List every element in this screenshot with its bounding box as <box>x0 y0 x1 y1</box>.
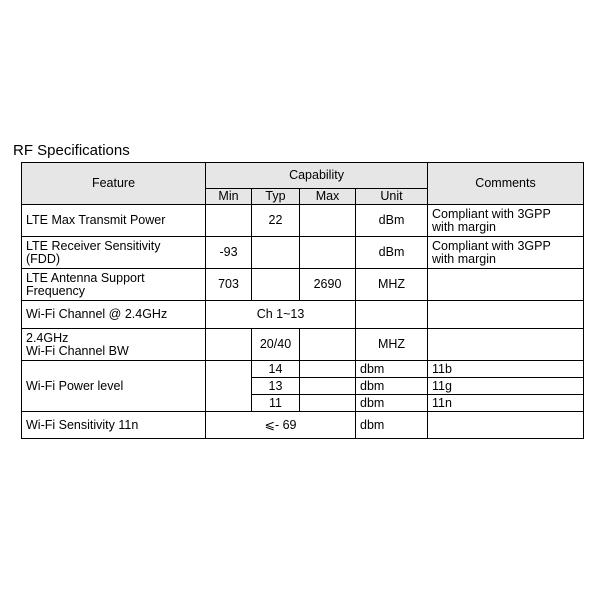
feature-cell <box>22 237 206 269</box>
typ-cell <box>252 269 300 301</box>
comment-cell: 11n <box>428 395 584 412</box>
typ-cell: 14 <box>252 361 300 378</box>
comment-cell <box>428 329 584 361</box>
unit-cell: dbm <box>356 412 428 439</box>
max-cell: 2690 <box>300 269 356 301</box>
comment-cell <box>428 412 584 439</box>
max-cell <box>300 395 356 412</box>
header-min: Min <box>206 189 252 205</box>
table-row <box>22 301 584 329</box>
unit-cell: dBm <box>356 205 428 237</box>
unit-cell: dbm <box>356 378 428 395</box>
min-cell <box>206 205 252 237</box>
capability-cell: Ch 1~13 <box>206 301 356 329</box>
typ-cell <box>252 237 300 269</box>
comment-cell: 11b <box>428 361 584 378</box>
unit-cell: MHZ <box>356 329 428 361</box>
table-row <box>22 237 584 269</box>
typ-cell: 13 <box>252 378 300 395</box>
header-unit: Unit <box>356 189 428 205</box>
unit-cell <box>356 301 428 329</box>
comment-line: Compliant with 3GPP <box>432 238 551 253</box>
max-cell <box>300 329 356 361</box>
unit-cell: dbm <box>356 361 428 378</box>
min-cell: 703 <box>206 269 252 301</box>
feature-line: LTE Receiver Sensitivity <box>26 238 161 253</box>
header-comments: Comments <box>428 163 584 205</box>
min-cell <box>206 329 252 361</box>
comment-cell <box>428 301 584 329</box>
header-max: Max <box>300 189 356 205</box>
feature-cell <box>22 269 206 301</box>
unit-cell: dbm <box>356 395 428 412</box>
header-capability: Capability <box>206 163 428 189</box>
comment-line: with margin <box>432 219 496 234</box>
table-row <box>22 329 584 361</box>
table-row <box>22 361 584 378</box>
typ-cell: 11 <box>252 395 300 412</box>
table-row <box>22 412 584 439</box>
max-cell <box>300 205 356 237</box>
max-cell <box>300 361 356 378</box>
feature-line: (FDD) <box>26 251 61 266</box>
section-title: RF Specifications <box>13 142 130 159</box>
rf-spec-table <box>21 162 584 439</box>
max-cell <box>300 378 356 395</box>
feature-cell: Wi-Fi Channel @ 2.4GHz <box>22 301 206 329</box>
min-cell: -93 <box>206 237 252 269</box>
min-cell <box>206 361 252 412</box>
feature-cell <box>22 329 206 361</box>
feature-line: LTE Antenna Support <box>26 270 145 285</box>
typ-cell: 22 <box>252 205 300 237</box>
feature-cell: LTE Max Transmit Power <box>22 205 206 237</box>
capability-cell: ⩽- 69 <box>206 412 356 439</box>
feature-line: 2.4GHz <box>26 330 69 345</box>
feature-cell: Wi-Fi Power level <box>22 361 206 412</box>
unit-cell: MHZ <box>356 269 428 301</box>
comment-cell <box>428 269 584 301</box>
unit-cell: dBm <box>356 237 428 269</box>
table-row <box>22 269 584 301</box>
header-typ: Typ <box>252 189 300 205</box>
header-feature: Feature <box>22 163 206 205</box>
comment-cell <box>428 237 584 269</box>
comment-cell: 11g <box>428 378 584 395</box>
comment-cell <box>428 205 584 237</box>
comment-line: with margin <box>432 251 496 266</box>
max-cell <box>300 237 356 269</box>
feature-line: Wi-Fi Channel BW <box>26 343 129 358</box>
feature-line: Frequency <box>26 283 86 298</box>
comment-line: Compliant with 3GPP <box>432 206 551 221</box>
feature-cell: Wi-Fi Sensitivity 11n <box>22 412 206 439</box>
typ-cell: 20/40 <box>252 329 300 361</box>
table-row <box>22 205 584 237</box>
